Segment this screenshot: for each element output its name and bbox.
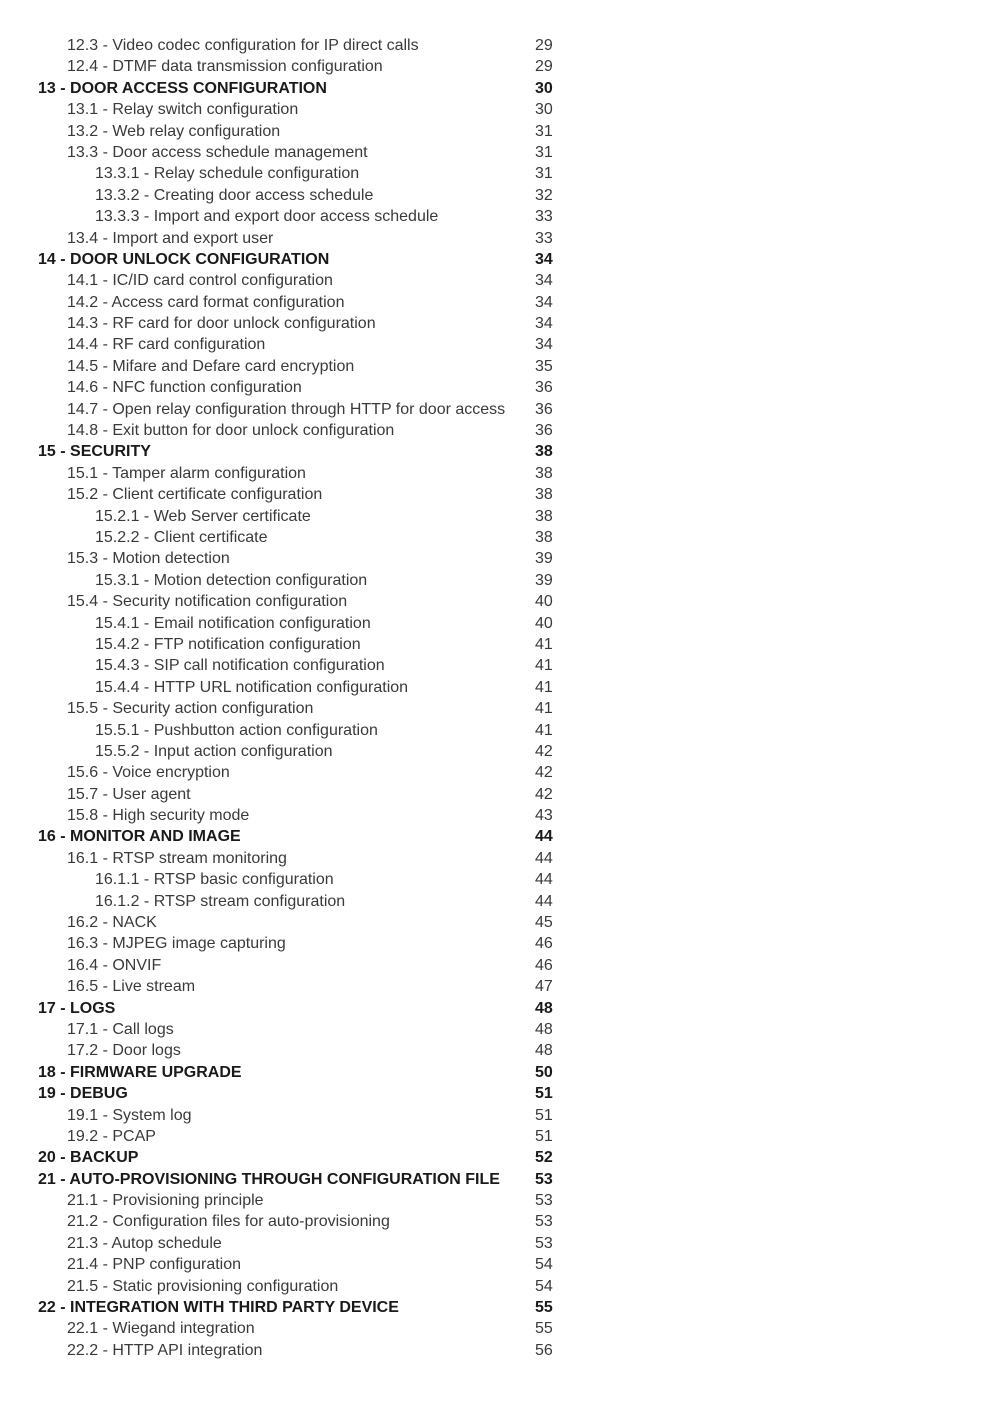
toc-page-number: 30 xyxy=(535,79,553,97)
toc-section-row[interactable] xyxy=(38,35,578,56)
toc-entry-title: 16 - MONITOR AND IMAGE xyxy=(38,828,241,846)
toc-section-row[interactable] xyxy=(38,784,578,805)
toc-page-number: 33 xyxy=(535,229,553,247)
toc-page-number: 44 xyxy=(535,849,553,867)
toc-page-number: 42 xyxy=(535,742,553,760)
toc-entry-title: 17.2 - Door logs xyxy=(67,1042,181,1060)
toc-section-row[interactable] xyxy=(38,805,578,826)
toc-subsection-row[interactable] xyxy=(38,741,578,762)
toc-entry-title: 21.5 - Static provisioning configuration xyxy=(67,1277,339,1295)
toc-page-number: 34 xyxy=(535,336,553,354)
toc-page-number: 41 xyxy=(535,678,553,696)
toc-entry-title: 14 - DOOR UNLOCK CONFIGURATION xyxy=(38,250,330,268)
toc-chapter-row[interactable] xyxy=(38,1169,578,1190)
toc-entry-title: 19 - DEBUG xyxy=(38,1085,128,1103)
toc-entry-title: 13.3.2 - Creating door access schedule xyxy=(95,186,374,204)
toc-chapter-row[interactable] xyxy=(38,441,578,462)
toc-page-number: 32 xyxy=(535,186,553,204)
toc-entry-title: 22.2 - HTTP API integration xyxy=(67,1341,263,1359)
toc-page-number: 34 xyxy=(535,293,553,311)
toc-entry-title: 15.8 - High security mode xyxy=(67,807,250,825)
toc-subsection-row[interactable] xyxy=(38,206,578,227)
toc-section-row[interactable] xyxy=(38,1276,578,1297)
toc-page-number: 51 xyxy=(535,1085,553,1103)
toc-section-row[interactable] xyxy=(38,99,578,120)
toc-section-row[interactable] xyxy=(38,356,578,377)
toc-page-number: 30 xyxy=(535,101,553,119)
toc-chapter-row[interactable] xyxy=(38,1147,578,1168)
toc-section-row[interactable] xyxy=(38,121,578,142)
toc-section-row[interactable] xyxy=(38,933,578,954)
toc-page-number: 55 xyxy=(535,1320,553,1338)
toc-entry-title: 15.4.4 - HTTP URL notification configuration xyxy=(95,678,409,696)
toc-section-row[interactable] xyxy=(38,56,578,77)
toc-page-number: 47 xyxy=(535,978,553,996)
toc-section-row[interactable] xyxy=(38,399,578,420)
toc-subsection-row[interactable] xyxy=(38,506,578,527)
toc-entry-title: 13.3.1 - Relay schedule configuration xyxy=(95,165,360,183)
toc-subsection-row[interactable] xyxy=(38,163,578,184)
toc-section-row[interactable] xyxy=(38,848,578,869)
toc-page-number: 31 xyxy=(535,122,553,140)
toc-entry-title: 14.7 - Open relay configuration through HTTP for door access xyxy=(67,400,506,418)
toc-entry-title: 15 - SECURITY xyxy=(38,443,151,461)
toc-subsection-row[interactable] xyxy=(38,570,578,591)
toc-entry-title: 13.1 - Relay switch configuration xyxy=(67,101,299,119)
toc-page-number: 45 xyxy=(535,914,553,932)
toc-entry-title: 12.3 - Video codec configuration for IP direct calls xyxy=(67,37,419,54)
toc-entry-title: 21.1 - Provisioning principle xyxy=(67,1192,264,1210)
toc-entry-title: 14.4 - RF card configuration xyxy=(67,336,266,354)
toc-section-row[interactable] xyxy=(38,334,578,355)
toc-entry-title: 14.3 - RF card for door unlock configuration xyxy=(67,315,376,333)
toc-page-number: 56 xyxy=(535,1341,553,1359)
toc-entry-title: 20 - BACKUP xyxy=(38,1149,139,1167)
toc-chapter-row[interactable] xyxy=(38,826,578,847)
toc-page-number: 53 xyxy=(535,1192,553,1210)
toc-section-row[interactable] xyxy=(38,976,578,997)
toc-entry-title: 15.4.3 - SIP call notification configuration xyxy=(95,657,385,675)
toc-page-number: 53 xyxy=(535,1170,553,1188)
toc-subsection-row[interactable] xyxy=(38,869,578,890)
toc-page-number: 53 xyxy=(535,1213,553,1231)
toc-section-row[interactable] xyxy=(38,1190,578,1211)
toc-entry-title: 22 - INTEGRATION WITH THIRD PARTY DEVICE xyxy=(38,1299,399,1317)
toc-page-number: 38 xyxy=(535,507,553,525)
table-of-contents xyxy=(38,35,578,1361)
toc-chapter-row[interactable] xyxy=(38,1297,578,1318)
toc-page-number: 38 xyxy=(535,443,553,461)
toc-entry-title: 19.2 - PCAP xyxy=(67,1127,156,1145)
toc-section-row[interactable] xyxy=(38,1318,578,1339)
toc-page-number: 52 xyxy=(535,1149,553,1167)
toc-entry-title: 15.6 - Voice encryption xyxy=(67,764,230,782)
toc-section-row[interactable] xyxy=(38,955,578,976)
toc-entry-title: 13.3 - Door access schedule management xyxy=(67,143,368,161)
toc-page-number: 34 xyxy=(535,272,553,290)
toc-page-number: 33 xyxy=(535,208,553,226)
toc-page-number: 51 xyxy=(535,1106,553,1124)
toc-page-number: 39 xyxy=(535,550,553,568)
toc-entry-title: 21 - AUTO-PROVISIONING THROUGH CONFIGURATION FILE xyxy=(38,1170,500,1188)
toc-entry-title: 15.2.1 - Web Server certificate xyxy=(95,507,311,525)
toc-section-row[interactable] xyxy=(38,912,578,933)
toc-section-row[interactable] xyxy=(38,1019,578,1040)
toc-page-number: 38 xyxy=(535,464,553,482)
toc-entry-title: 15.5.2 - Input action configuration xyxy=(95,742,333,760)
toc-section-row[interactable] xyxy=(38,1040,578,1061)
toc-entry-title: 13.3.3 - Import and export door access schedule xyxy=(95,208,439,226)
toc-entry-title: 16.1 - RTSP stream monitoring xyxy=(67,849,287,867)
toc-page-number: 40 xyxy=(535,593,553,611)
toc-page-number: 44 xyxy=(535,892,553,910)
toc-entry-title: 22.1 - Wiegand integration xyxy=(67,1320,255,1338)
toc-section-row[interactable] xyxy=(38,463,578,484)
toc-page-number: 29 xyxy=(535,58,553,76)
toc-entry-title: 15.5.1 - Pushbutton action configuration xyxy=(95,721,378,739)
toc-entry-title: 18 - FIRMWARE UPGRADE xyxy=(38,1063,242,1081)
toc-section-row[interactable] xyxy=(38,420,578,441)
toc-chapter-row[interactable] xyxy=(38,1083,578,1104)
toc-page-number: 54 xyxy=(535,1277,553,1295)
toc-entry-title: 13 - DOOR ACCESS CONFIGURATION xyxy=(38,79,327,97)
toc-page-number: 36 xyxy=(535,400,553,418)
toc-section-row[interactable] xyxy=(38,1126,578,1147)
toc-entry-title: 17 - LOGS xyxy=(38,999,116,1017)
toc-section-row[interactable] xyxy=(38,1105,578,1126)
toc-entry-title: 15.4.2 - FTP notification configuration xyxy=(95,635,361,653)
toc-chapter-row[interactable] xyxy=(38,249,578,270)
toc-section-row[interactable] xyxy=(38,484,578,505)
toc-subsection-row[interactable] xyxy=(38,720,578,741)
toc-entry-title: 15.4.1 - Email notification configuration xyxy=(95,614,371,632)
toc-page-number: 31 xyxy=(535,165,553,183)
toc-page-number: 38 xyxy=(535,486,553,504)
toc-page-number: 36 xyxy=(535,379,553,397)
toc-section-row[interactable] xyxy=(38,1340,578,1361)
toc-subsection-row[interactable] xyxy=(38,185,578,206)
toc-entry-title: 21.2 - Configuration files for auto-provisioning xyxy=(67,1213,390,1231)
toc-chapter-row[interactable] xyxy=(38,78,578,99)
toc-section-row[interactable] xyxy=(38,1233,578,1254)
toc-entry-title: 16.3 - MJPEG image capturing xyxy=(67,935,286,953)
toc-entry-title: 15.2.2 - Client certificate xyxy=(95,528,268,546)
toc-entry-title: 15.3.1 - Motion detection configuration xyxy=(95,571,368,589)
toc-section-row[interactable] xyxy=(38,1254,578,1275)
toc-page-number: 31 xyxy=(535,143,553,161)
toc-entry-title: 14.8 - Exit button for door unlock configuration xyxy=(67,422,395,440)
toc-page-number: 42 xyxy=(535,785,553,803)
toc-section-row[interactable] xyxy=(38,698,578,719)
toc-entry-title: 19.1 - System log xyxy=(67,1106,192,1124)
toc-page-number: 48 xyxy=(535,1042,553,1060)
toc-entry-title: 14.2 - Access card format configuration xyxy=(67,293,345,311)
toc-page-number: 46 xyxy=(535,956,553,974)
toc-entry-title: 13.2 - Web relay configuration xyxy=(67,122,281,140)
toc-subsection-row[interactable] xyxy=(38,634,578,655)
toc-entry-title: 16.4 - ONVIF xyxy=(67,956,162,974)
toc-entry-title: 15.4 - Security notification configuration xyxy=(67,593,348,611)
toc-section-row[interactable] xyxy=(38,591,578,612)
toc-entry-title: 16.1.2 - RTSP stream configuration xyxy=(95,892,346,910)
toc-section-row[interactable] xyxy=(38,292,578,313)
toc-page-number: 51 xyxy=(535,1127,553,1145)
toc-page-number: 39 xyxy=(535,571,553,589)
toc-entry-title: 17.1 - Call logs xyxy=(67,1020,174,1038)
toc-page-number: 34 xyxy=(535,315,553,333)
toc-subsection-row[interactable] xyxy=(38,613,578,634)
toc-subsection-row[interactable] xyxy=(38,655,578,676)
toc-subsection-row[interactable] xyxy=(38,891,578,912)
toc-page-number: 44 xyxy=(535,871,553,889)
toc-page-number: 35 xyxy=(535,357,553,375)
toc-section-row[interactable] xyxy=(38,377,578,398)
toc-entry-title: 21.3 - Autop schedule xyxy=(67,1234,222,1252)
toc-entry-title: 14.5 - Mifare and Defare card encryption xyxy=(67,357,355,375)
toc-page-number: 34 xyxy=(535,250,553,268)
toc-entry-title: 15.3 - Motion detection xyxy=(67,550,230,568)
toc-section-row[interactable] xyxy=(38,313,578,334)
toc-section-row[interactable] xyxy=(38,762,578,783)
toc-page-number: 38 xyxy=(535,528,553,546)
toc-page-number: 46 xyxy=(535,935,553,953)
toc-page-number: 55 xyxy=(535,1299,553,1317)
toc-entry-title: 16.1.1 - RTSP basic configuration xyxy=(95,871,334,889)
toc-page-number: 40 xyxy=(535,614,553,632)
toc-entry-title: 13.4 - Import and export user xyxy=(67,229,274,247)
toc-page-number: 41 xyxy=(535,635,553,653)
toc-page-number: 48 xyxy=(535,1020,553,1038)
toc-entry-title: 14.6 - NFC function configuration xyxy=(67,379,302,397)
toc-entry-title: 14.1 - IC/ID card control configuration xyxy=(67,272,333,290)
toc-page-number: 54 xyxy=(535,1256,553,1274)
toc-page-number: 36 xyxy=(535,422,553,440)
toc-page-number: 41 xyxy=(535,700,553,718)
toc-entry-title: 15.7 - User agent xyxy=(67,785,191,803)
toc-chapter-row[interactable] xyxy=(38,1062,578,1083)
toc-page-number: 53 xyxy=(535,1234,553,1252)
toc-section-row[interactable] xyxy=(38,142,578,163)
toc-chapter-row[interactable] xyxy=(38,998,578,1019)
toc-page-number: 41 xyxy=(535,721,553,739)
toc-entry-title: 15.5 - Security action configuration xyxy=(67,700,314,718)
toc-page-number: 48 xyxy=(535,999,553,1017)
toc-subsection-row[interactable] xyxy=(38,527,578,548)
toc-entry-title: 15.2 - Client certificate configuration xyxy=(67,486,323,504)
toc-page-number: 29 xyxy=(535,37,553,54)
toc-section-row[interactable] xyxy=(38,228,578,249)
toc-page-number: 42 xyxy=(535,764,553,782)
toc-page-number: 44 xyxy=(535,828,553,846)
toc-page-number: 41 xyxy=(535,657,553,675)
toc-section-row[interactable] xyxy=(38,548,578,569)
toc-entry-title: 21.4 - PNP configuration xyxy=(67,1256,242,1274)
toc-page-number: 43 xyxy=(535,807,553,825)
toc-page-number: 50 xyxy=(535,1063,553,1081)
toc-entry-title: 12.4 - DTMF data transmission configuration xyxy=(67,58,383,76)
toc-entry-title: 16.5 - Live stream xyxy=(67,978,196,996)
toc-section-row[interactable] xyxy=(38,270,578,291)
toc-entry-title: 15.1 - Tamper alarm configuration xyxy=(67,464,306,482)
toc-entry-title: 16.2 - NACK xyxy=(67,914,157,932)
toc-section-row[interactable] xyxy=(38,1211,578,1232)
toc-subsection-row[interactable] xyxy=(38,677,578,698)
